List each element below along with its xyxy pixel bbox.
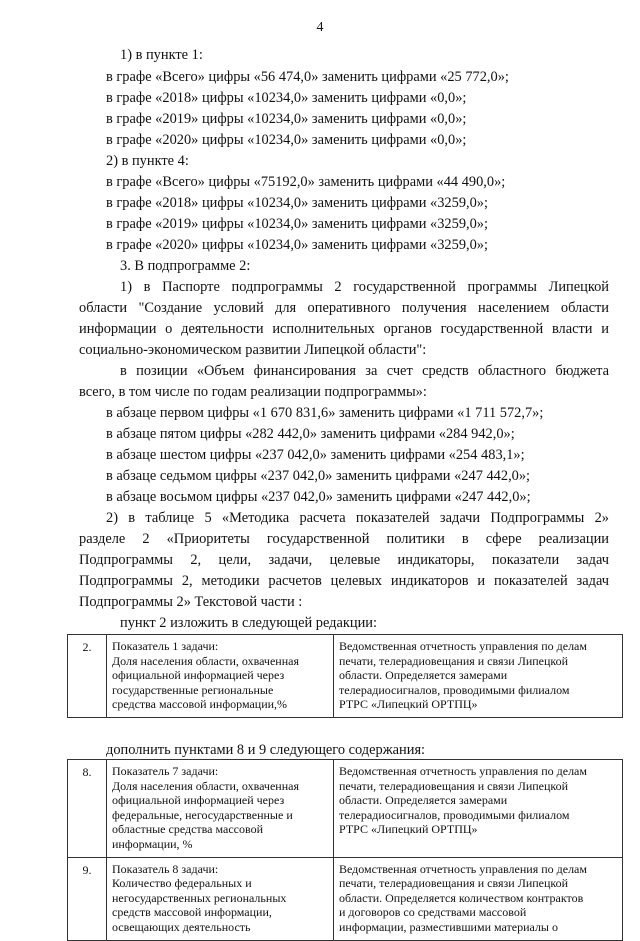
method-cell bbox=[334, 857, 623, 940]
text-line: Подпрограммы 2» Текстовой части : bbox=[79, 594, 303, 610]
cell-line: официальной информацией через bbox=[112, 668, 285, 683]
text-line: пункт 2 изложить в следующей редакции: bbox=[120, 615, 377, 631]
replacement-table bbox=[67, 634, 623, 718]
table-row bbox=[68, 635, 623, 718]
method-cell bbox=[334, 760, 623, 858]
text-line: 1) в пункте 1: bbox=[120, 47, 203, 63]
cell-line: и договоров со средствами массовой bbox=[339, 905, 527, 920]
cell-line: области. Определяется количеством контрактов bbox=[339, 890, 584, 905]
page-number: 4 bbox=[316, 20, 324, 35]
cell-line: государственные региональные bbox=[112, 682, 274, 697]
cell-line: Доля населения области, охваченная bbox=[112, 778, 299, 793]
text-line: в абзаце пятом цифры «282 442,0» заменить цифрами «284 942,0»; bbox=[106, 426, 515, 442]
text-line: в графе «2018» цифры «10234,0» заменить цифрами «0,0»; bbox=[106, 90, 467, 106]
table-row bbox=[68, 760, 623, 858]
text-line: области "Создание условий для оперативного получения населением области bbox=[79, 300, 609, 316]
cell-line: федеральные, негосударственные и bbox=[112, 807, 293, 822]
method-cell bbox=[334, 635, 623, 718]
indicator-cell bbox=[107, 760, 334, 858]
text-line: в абзаце восьмом цифры «237 042,0» заменить цифрами «247 442,0»; bbox=[106, 489, 531, 505]
text-line: в графе «Всего» цифры «56 474,0» заменить цифрами «25 772,0»; bbox=[106, 69, 509, 85]
text-line: в графе «2020» цифры «10234,0» заменить цифрами «0,0»; bbox=[106, 132, 467, 148]
text-line: 2) в таблице 5 «Методика расчета показателей задачи Подпрограммы 2» bbox=[106, 510, 609, 526]
text-line: в графе «Всего» цифры «75192,0» заменить цифрами «44 490,0»; bbox=[106, 174, 506, 190]
cell-line: телерадиосигналов, проводимыми филиалом bbox=[339, 682, 570, 697]
text-line: социально-экономическом развитии Липецкой области": bbox=[79, 342, 427, 358]
indicator-cell bbox=[107, 635, 334, 718]
cell-line: Показатель 8 задачи: bbox=[112, 861, 219, 876]
row-number: 8. bbox=[68, 760, 107, 858]
cell-line: области. Определяется замерами bbox=[339, 793, 508, 808]
text-line: в графе «2019» цифры «10234,0» заменить цифрами «3259,0»; bbox=[106, 216, 488, 232]
text-line: Подпрограммы 2, методики расчетов целевых индикаторов и показателей задач bbox=[79, 573, 609, 589]
cell-line: Ведомственная отчетность управления по делам bbox=[339, 764, 587, 778]
cell-line: телерадиосигналов, проводимыми филиалом bbox=[339, 807, 570, 822]
cell-line: Ведомственная отчетность управления по делам bbox=[339, 861, 587, 876]
row-number: 9. bbox=[68, 857, 107, 940]
text-line: 1) в Паспорте подпрограммы 2 государственной программы Липецкой bbox=[120, 279, 609, 295]
cell-line: печати, телерадиовещания и связи Липецкой bbox=[339, 778, 569, 793]
cell-line: печати, телерадиовещания и связи Липецкой bbox=[339, 653, 569, 668]
cell-line: Доля населения области, охваченная bbox=[112, 653, 299, 668]
indicator-cell bbox=[107, 857, 334, 940]
text-line: разделе 2 «Приоритеты государственной политики в сфере реализации bbox=[79, 531, 609, 547]
text-line: в абзаце седьмом цифры «237 042,0» заменить цифрами «247 442,0»; bbox=[106, 468, 531, 484]
table-row bbox=[68, 857, 623, 940]
text-line: в графе «2019» цифры «10234,0» заменить цифрами «0,0»; bbox=[106, 111, 467, 127]
text-line: в графе «2020» цифры «10234,0» заменить цифрами «3259,0»; bbox=[106, 237, 488, 253]
cell-line: негосударственных региональных bbox=[112, 890, 287, 905]
text-line: в абзаце шестом цифры «237 042,0» заменить цифрами «254 483,1»; bbox=[106, 447, 525, 463]
text-line: в графе «2018» цифры «10234,0» заменить цифрами «3259,0»; bbox=[106, 195, 488, 211]
text-line: всего, в том числе по годам реализации подпрограммы»: bbox=[79, 384, 427, 400]
cell-line: информации, % bbox=[112, 836, 193, 851]
cell-line: печати, телерадиовещания и связи Липецкой bbox=[339, 876, 569, 891]
cell-line: областные средства массовой bbox=[112, 822, 264, 837]
cell-line: Количество федеральных и bbox=[112, 876, 252, 891]
cell-line: информации, разместившими материалы о bbox=[339, 919, 558, 934]
cell-line: РТРС «Липецкий ОРТПЦ» bbox=[339, 822, 478, 837]
cell-line: официальной информацией через bbox=[112, 793, 285, 808]
cell-line: Показатель 1 задачи: bbox=[112, 639, 219, 653]
cell-line: Ведомственная отчетность управления по делам bbox=[339, 639, 587, 653]
cell-line: средств массовой информации, bbox=[112, 905, 272, 920]
text-line: Подпрограммы 2, цели, задачи, целевые индикаторы, показатели задач bbox=[79, 552, 609, 568]
cell-line: освещающих деятельность bbox=[112, 919, 251, 934]
text-line: в абзаце первом цифры «1 670 831,6» заменить цифрами «1 711 572,7»; bbox=[106, 405, 544, 421]
row-number: 2. bbox=[68, 635, 107, 718]
addition-table bbox=[67, 759, 623, 941]
cell-line: Показатель 7 задачи: bbox=[112, 764, 219, 778]
cell-line: области. Определяется замерами bbox=[339, 668, 508, 683]
text-line: 2) в пункте 4: bbox=[106, 153, 189, 169]
cell-line: РТРС «Липецкий ОРТПЦ» bbox=[339, 697, 478, 712]
text-line: в позиции «Объем финансирования за счет средств областного бюджета bbox=[120, 363, 609, 379]
cell-line: средства массовой информации,% bbox=[112, 697, 288, 712]
text-line: 3. В подпрограмме 2: bbox=[120, 258, 251, 274]
text-line: информации о деятельности исполнительных органов государственной власти и bbox=[79, 321, 609, 337]
text-line: дополнить пунктами 8 и 9 следующего содержания: bbox=[106, 742, 426, 758]
